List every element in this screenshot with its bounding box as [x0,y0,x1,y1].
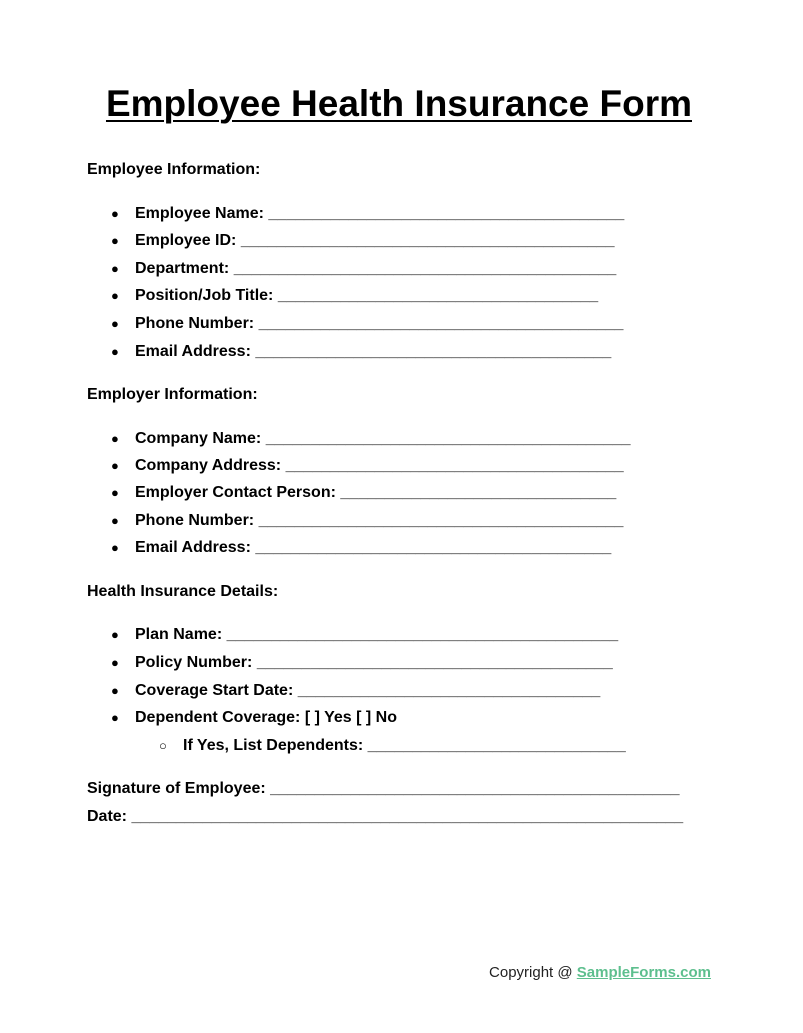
brand-link[interactable]: SampleForms.com [576,964,711,981]
insurance-details-heading: Health Insurance Details: [87,583,279,600]
sub-bullet-icon: ○ [159,738,167,753]
copyright-text: Copyright @ [489,964,573,981]
employee-name-input[interactable]: ________________________________________ [268,205,625,222]
field-label: Position/Job Title: [135,287,274,304]
field-label: Date: [87,808,128,825]
field-label: Email Address: [135,539,251,556]
signature-input[interactable]: ______________________________________________ [270,780,680,797]
field-label: Employee Name: [135,205,264,222]
field-label: If Yes, List Dependents: [183,737,364,754]
bullet-icon: ● [111,458,119,473]
date-field [87,807,683,827]
employee-email-input[interactable]: ________________________________________ [255,343,612,360]
coverage-start-input[interactable]: __________________________________ [297,682,601,699]
employer-email-field [135,538,611,558]
coverage-start-field [135,681,600,701]
employee-info-heading: Employee Information: [87,161,261,178]
bullet-icon: ● [111,710,119,725]
employee-name-field [135,204,624,224]
field-label: Plan Name: [135,626,223,643]
employer-info-heading: Employer Information: [87,386,258,403]
employer-email-input[interactable]: ________________________________________ [255,539,612,556]
department-field [135,259,616,279]
bullet-icon: ● [111,431,119,446]
dependent-coverage-options[interactable]: Dependent Coverage: [ ] Yes [ ] No [135,709,397,726]
dependents-list-field [183,736,626,756]
signature-field [87,779,679,799]
bullet-icon: ● [111,316,119,331]
field-label: Employer Contact Person: [135,484,336,501]
date-input[interactable]: ______________________________________________________________ [131,808,684,825]
company-name-input[interactable]: _________________________________________ [265,430,631,447]
dependent-coverage-field[interactable] [135,708,397,728]
bullet-icon: ● [111,344,119,359]
bullet-icon: ● [111,540,119,555]
position-field [135,286,598,306]
policy-number-input[interactable]: ________________________________________ [256,654,613,671]
contact-person-field [135,483,616,503]
employer-phone-field [135,511,623,531]
dependents-list-input[interactable]: _____________________________ [367,737,626,754]
field-label: Phone Number: [135,315,255,332]
bullet-icon: ● [111,233,119,248]
employee-phone-input[interactable]: _________________________________________ [258,315,624,332]
bullet-icon: ● [111,627,119,642]
field-label: Email Address: [135,343,251,360]
employee-email-field [135,342,611,362]
page-title: Employee Health Insurance Form [105,83,692,124]
company-name-field [135,429,631,449]
plan-name-input[interactable]: ____________________________________________ [226,626,619,643]
field-label: Policy Number: [135,654,253,671]
employer-phone-input[interactable]: _________________________________________ [258,512,624,529]
contact-person-input[interactable]: _______________________________ [340,484,617,501]
position-input[interactable]: ____________________________________ [277,287,599,304]
bullet-icon: ● [111,485,119,500]
employee-id-field [135,231,615,251]
bullet-icon: ● [111,206,119,221]
field-label: Phone Number: [135,512,255,529]
company-address-field [135,456,624,476]
bullet-icon: ● [111,683,119,698]
bullet-icon: ● [111,261,119,276]
employee-phone-field [135,314,623,334]
employee-id-input[interactable]: __________________________________________ [240,232,615,249]
field-label: Signature of Employee: [87,780,266,797]
field-label: Coverage Start Date: [135,682,294,699]
bullet-icon: ● [111,513,119,528]
plan-name-field [135,625,618,645]
copyright-footer [489,963,711,983]
field-label: Department: [135,260,230,277]
field-label: Employee ID: [135,232,237,249]
company-address-input[interactable]: ______________________________________ [285,457,624,474]
department-input[interactable]: ___________________________________________ [233,260,617,277]
bullet-icon: ● [111,655,119,670]
policy-number-field [135,653,613,673]
field-label: Company Address: [135,457,282,474]
field-label: Company Name: [135,430,262,447]
bullet-icon: ● [111,288,119,303]
